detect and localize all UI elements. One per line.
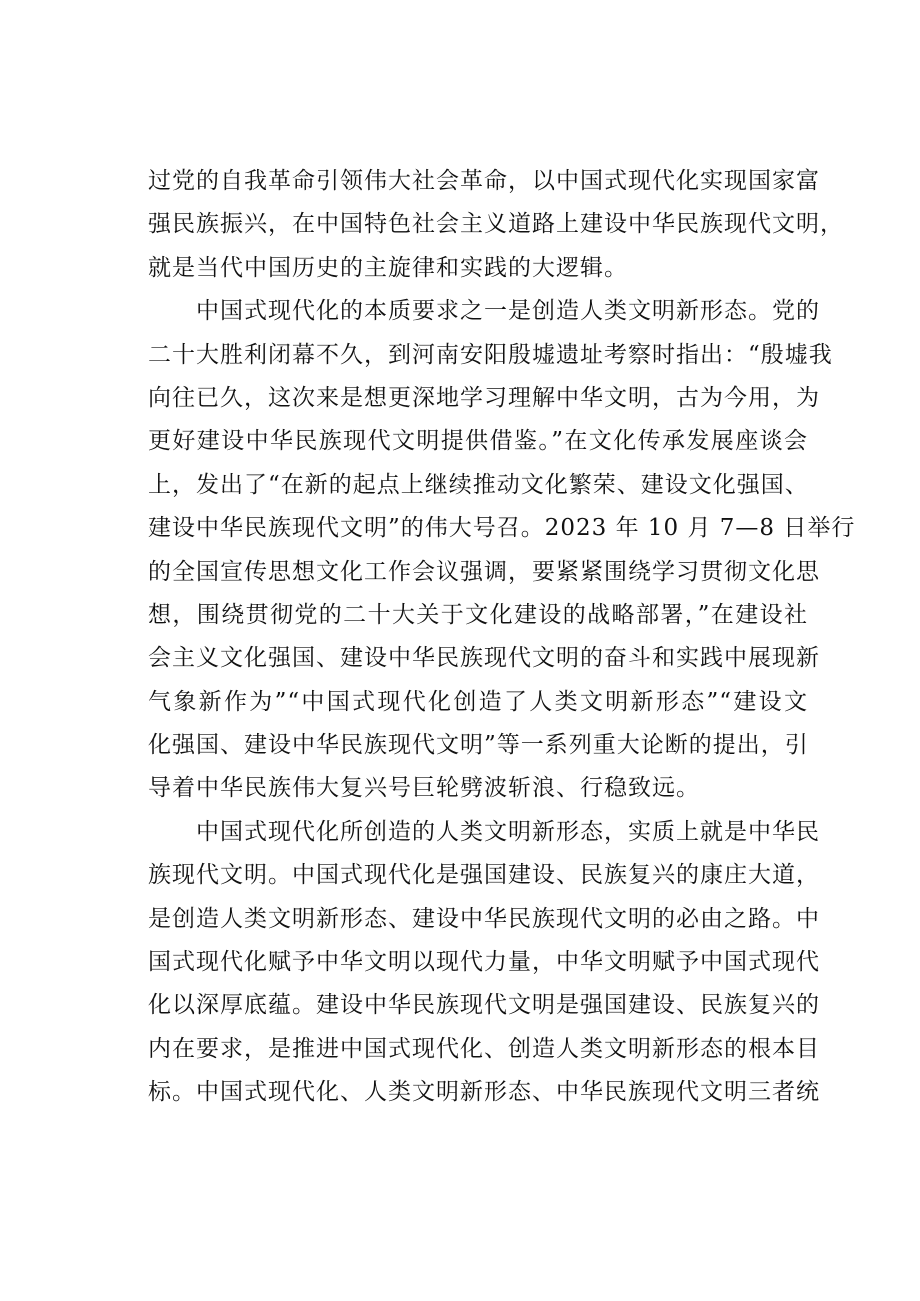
text-line: 标。中国式现代化、人类文明新形态、中华民族现代文明三者统	[148, 1079, 820, 1106]
document-body	[148, 160, 856, 1115]
text-line: 更好建设中华民族现代文明提供借鉴。”在文化传承发展座谈会	[148, 428, 808, 455]
text-line: 化强国、建设中华民族现代文明”等一系列重大论断的提出，引	[148, 732, 809, 759]
text-line: 是创造人类文明新形态、建设中华民族现代文明的必由之路。中	[148, 905, 820, 932]
text-line: 族现代文明。中国式现代化是强国建设、民族复兴的康庄大道，	[148, 862, 820, 889]
text-line: 会主义文化强国、建设中华民族现代文明的奋斗和实践中展现新	[148, 645, 820, 672]
text-line: 气象新作为”“中国式现代化创造了人类文明新形态”“建设文	[148, 688, 808, 715]
text-line: 向往已久，这次来是想更深地学习理解中华文明，古为今用，为	[148, 384, 820, 411]
text-line: 过党的自我革命引领伟大社会革命，以中国式现代化实现国家富	[148, 168, 820, 194]
text-line: 建设中华民族现代文明”的伟大号召。2023 年 10 月 7—8 日举行	[148, 515, 856, 542]
text-line: 上，发出了“在新的起点上继续推动文化繁荣、建设文化强国、	[148, 471, 809, 498]
paragraph-1	[148, 160, 844, 290]
text-line: 化以深厚底蕴。建设中华民族现代文明是强国建设、民族复兴的	[148, 992, 820, 1019]
text-line: 中国式现代化所创造的人类文明新形态，实质上就是中华民	[148, 818, 820, 845]
text-line: 中国式现代化的本质要求之一是创造人类文明新形态。党的	[148, 298, 820, 325]
text-line: 强民族振兴，在中国特色社会主义道路上建设中华民族现代文明，	[148, 211, 844, 238]
paragraph-2	[148, 290, 856, 811]
text-line: 想，围绕贯彻党的二十大关于文化建设的战略部署，”在建设社	[148, 601, 808, 628]
paragraph-3	[148, 811, 820, 1115]
text-line: 国式现代化赋予中华文明以现代力量，中华文明赋予中国式现代	[148, 949, 820, 976]
text-line: 导着中华民族伟大复兴号巨轮劈波斩浪、行稳致远。	[148, 775, 700, 802]
text-line: 的全国宣传思想文化工作会议强调，要紧紧围绕学习贯彻文化思	[148, 558, 820, 585]
text-line: 就是当代中国历史的主旋律和实践的大逻辑。	[148, 254, 628, 281]
text-line: 二十大胜利闭幕不久，到河南安阳殷墟遗址考察时指出：“殷墟我	[148, 341, 833, 368]
text-line: 内在要求，是推进中国式现代化、创造人类文明新形态的根本目	[148, 1035, 820, 1062]
